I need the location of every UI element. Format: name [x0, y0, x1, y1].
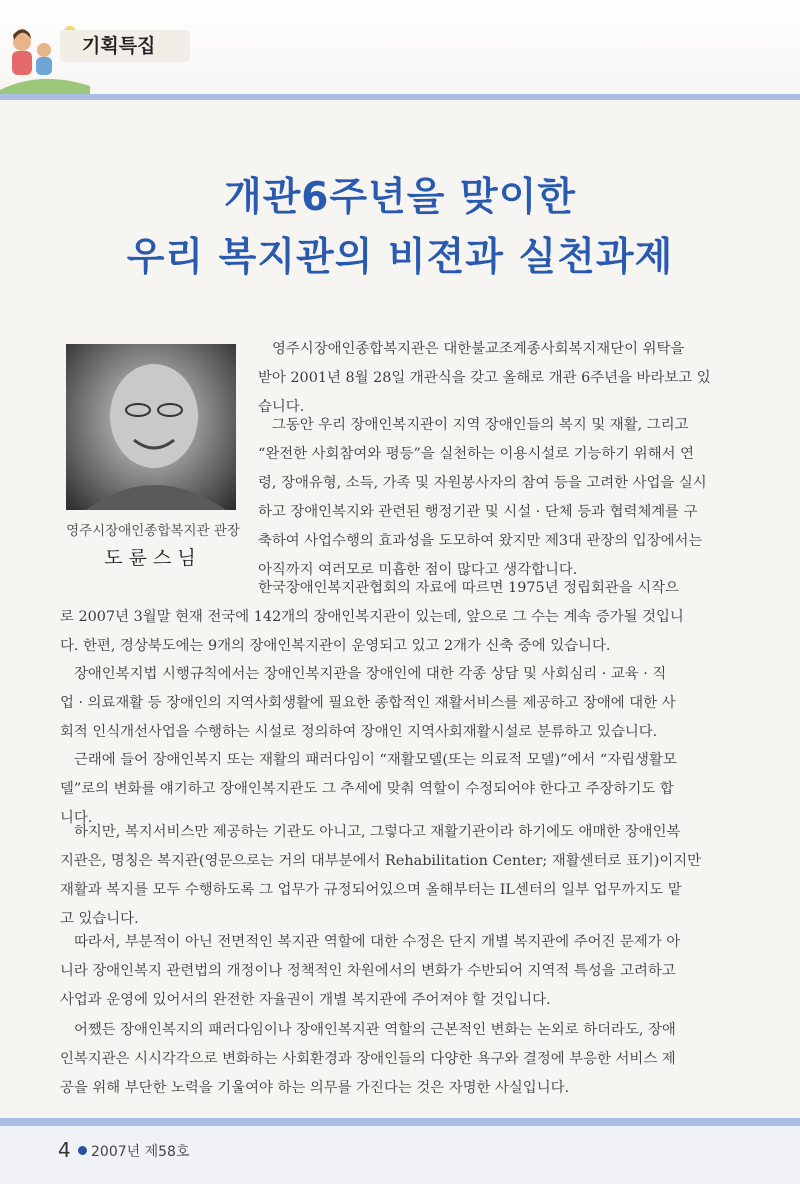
paragraph-2: 그동안 우리 장애인복지관이 지역 장애인들의 복지 및 재활, 그리고 “완전한 사회참여와 평등”을 실천하는 이용시설로 기능하기 위해서 연 령, 장애유형, 소득, 가족 및 자원봉사자의 참여 등을 고려한 사업을 실시 하고 장애인복지와 관련된 행정기관 및 시설 · 단체 등과 협력체계를 구 축하여 사업수행의 효과성을 도모하여 왔지만 제3대 관장의 입장에서는 아직까지 여러모로 미흡한 점이 많다고 생각합니다.	[258, 417, 707, 578]
paragraph-6: 하지만, 복지서비스만 제공하는 기관도 아니고, 그렇다고 재활기관이라 하기에도 애매한 장애인복 지관은, 명칭은 복지관(영문으로는 거의 대부분에서 Rehabilitation Center; 재활센터로 표기)이지만 재활과 복지를 모두 수행하도록 그 업무가 규정되어있으며 올해부터는 IL센터의 일부 업무까지도 맡 고 있습니다.	[60, 824, 702, 927]
footer-divider	[0, 1118, 800, 1126]
article-title-line1: 개관6주년을 맞이한	[223, 175, 577, 220]
header-divider	[0, 94, 800, 100]
paragraph-7: 따라서, 부분적이 아닌 전면적인 복지관 역할에 대한 수정은 단지 개별 복지관에 주어진 문제가 아 니라 장애인복지 관련법의 개정이나 정책적인 차원에서의 변화가 수반되어 지역적 특성을 고려하고 사업과 운영에 있어서의 완전한 자율권이 개별 복지관에 주어져야 할 것입니다.	[60, 934, 681, 1008]
article-title-line2: 우리 복지관의 비젼과 실천과제	[126, 235, 674, 280]
paragraph-8: 어쨌든 장애인복지의 패러다임이나 장애인복지관 역할의 근본적인 변화는 논외로 하더라도, 장애 인복지관은 시시각각으로 변화하는 사회환경과 장애인들의 다양한 욕구와 결정에 부응한 서비스 제 공을 위해 부단한 노력을 기울여야 하는 의무를 가진다는 것은 자명한 사실입니다.	[60, 1022, 676, 1096]
dot-bullet-icon	[78, 1146, 87, 1155]
page-number: 4	[58, 1138, 71, 1162]
section-tab: 기획특집	[60, 30, 190, 62]
portrait-image	[66, 344, 236, 510]
issue-label: 2007년 제58호	[91, 1144, 190, 1160]
director-photo	[66, 344, 236, 510]
paragraph-5: 근래에 들어 장애인복지 또는 재활의 패러다임이 “재활모델(또는 의료적 모델)”에서 “자립생활모 델”로의 변화를 얘기하고 장애인복지관도 그 추세에 맞춰 역할이 수정되어야 한다고 주장하기도 합 니다.	[60, 752, 677, 826]
paragraph-1: 영주시장애인종합복지관은 대한불교조계종사회복지재단이 위탁을 받아 2001년 8월 28일 개관식을 갖고 올해로 개관 6주년을 바라보고 있 습니다.	[258, 341, 711, 415]
paragraph-4: 장애인복지법 시행규칙에서는 장애인복지관을 장애인에 대한 각종 상담 및 사회심리 · 교육 · 직 업 · 의료재활 등 장애인의 지역사회생활에 필요한 종합적인 재활서비스를 제공하고 장애에 대한 사 회적 인식개선사업을 수행하는 시설로 정의하여 장애인 지역사회재활시설로 분류하고 있습니다.	[60, 666, 676, 740]
paragraph-3: 한국장애인복지관협회의 자료에 따르면 1975년 정립회관을 시작으 로 2007년 3월말 현재 전국에 142개의 장애인복지관이 있는데, 앞으로 그 수는 계속 증가될 것입니 다. 한편, 경상북도에는 9개의 장애인복지관이 운영되고 있고 2개가 신축 중에 있습니다.	[60, 580, 684, 654]
photo-caption-organization: 영주시장애인종합복지관 관장	[66, 523, 240, 539]
photo-caption-name: 도륜스님	[104, 547, 202, 569]
